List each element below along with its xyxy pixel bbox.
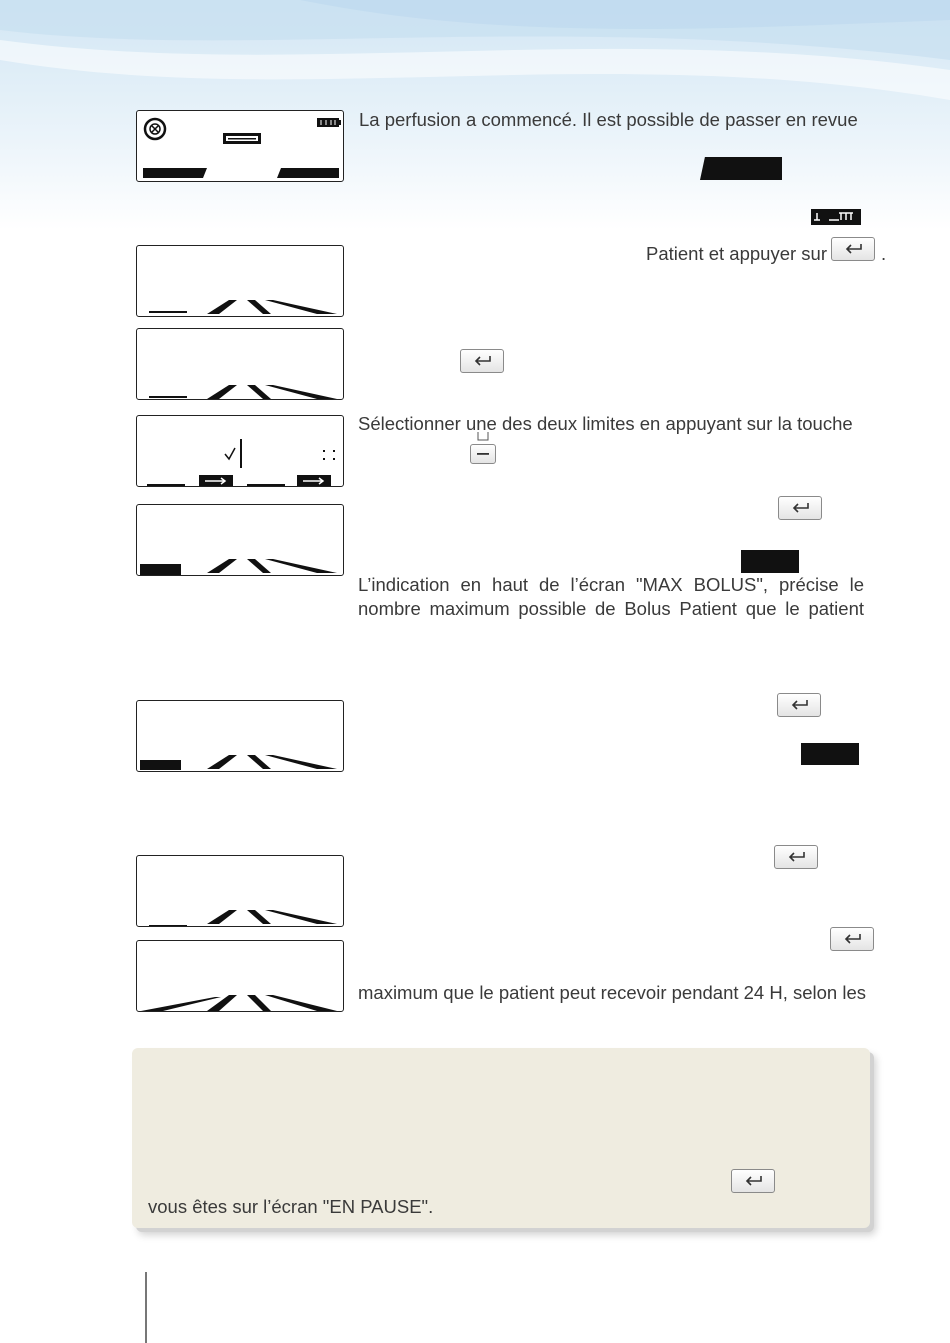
key-pointer-icon <box>476 432 490 446</box>
lcd-screen-menu <box>136 245 344 317</box>
lcd-screen-max-24h <box>136 940 344 1012</box>
enter-key-icon <box>744 1175 764 1187</box>
softkey-right <box>277 168 339 178</box>
lcd-screen-selection <box>136 415 344 487</box>
lcd-screen-bolus-count <box>136 700 344 772</box>
paragraph-max-24h: maximum que le patient peut recevoir pendant 24 H, selon les <box>358 982 867 1003</box>
minus-key-button[interactable] <box>470 444 496 464</box>
softkey-label-block <box>801 743 859 765</box>
enter-key-icon <box>844 243 864 255</box>
progress-bar-icon <box>223 133 261 144</box>
enter-key-icon <box>843 933 863 945</box>
enter-key-button[interactable] <box>460 349 504 373</box>
paragraph-max-bolus-line2: nombre maximum possible de Bolus Patient que le patient <box>358 598 864 619</box>
paragraph-infusion-started: La perfusion a commencé. Il est possible de passer en revue <box>359 109 858 130</box>
enter-key-icon <box>791 502 811 514</box>
lcd-screen-dose <box>136 855 344 927</box>
enter-key-button[interactable] <box>831 237 875 261</box>
enter-key-icon <box>787 851 807 863</box>
enter-key-icon <box>790 699 810 711</box>
page-margin-rule <box>145 1272 147 1343</box>
softkey-left <box>143 168 207 178</box>
lcd-screen-max-bolus <box>136 504 344 576</box>
battery-icon <box>317 118 341 127</box>
check-icon <box>225 448 235 459</box>
note-text: vous êtes sur l’écran "EN PAUSE". <box>148 1196 434 1217</box>
paragraph-select-limit: Sélectionner une des deux limites en appuyant sur la touche <box>358 413 853 434</box>
enter-key-button[interactable] <box>774 845 818 869</box>
enter-key-button[interactable] <box>778 496 822 520</box>
lcd-screen-limits <box>136 328 344 400</box>
paragraph-max-bolus-line1: L’indication en haut de l’écran "MAX BOLUS", précise le <box>358 574 864 595</box>
menu-label-icon <box>811 209 861 225</box>
enter-key-button[interactable] <box>731 1169 775 1193</box>
enter-key-button[interactable] <box>777 693 821 717</box>
lcd-screen-infusion <box>136 110 344 182</box>
stop-circle-icon <box>145 119 165 139</box>
paragraph-select-patient: Patient et appuyer sur <box>646 243 827 264</box>
enter-key-icon <box>473 355 493 367</box>
minus-key-icon <box>477 453 489 456</box>
enter-key-button[interactable] <box>830 927 874 951</box>
paragraph-period: . <box>881 243 887 264</box>
softkey-label-block <box>741 550 799 573</box>
softkey-label-block <box>700 157 782 180</box>
